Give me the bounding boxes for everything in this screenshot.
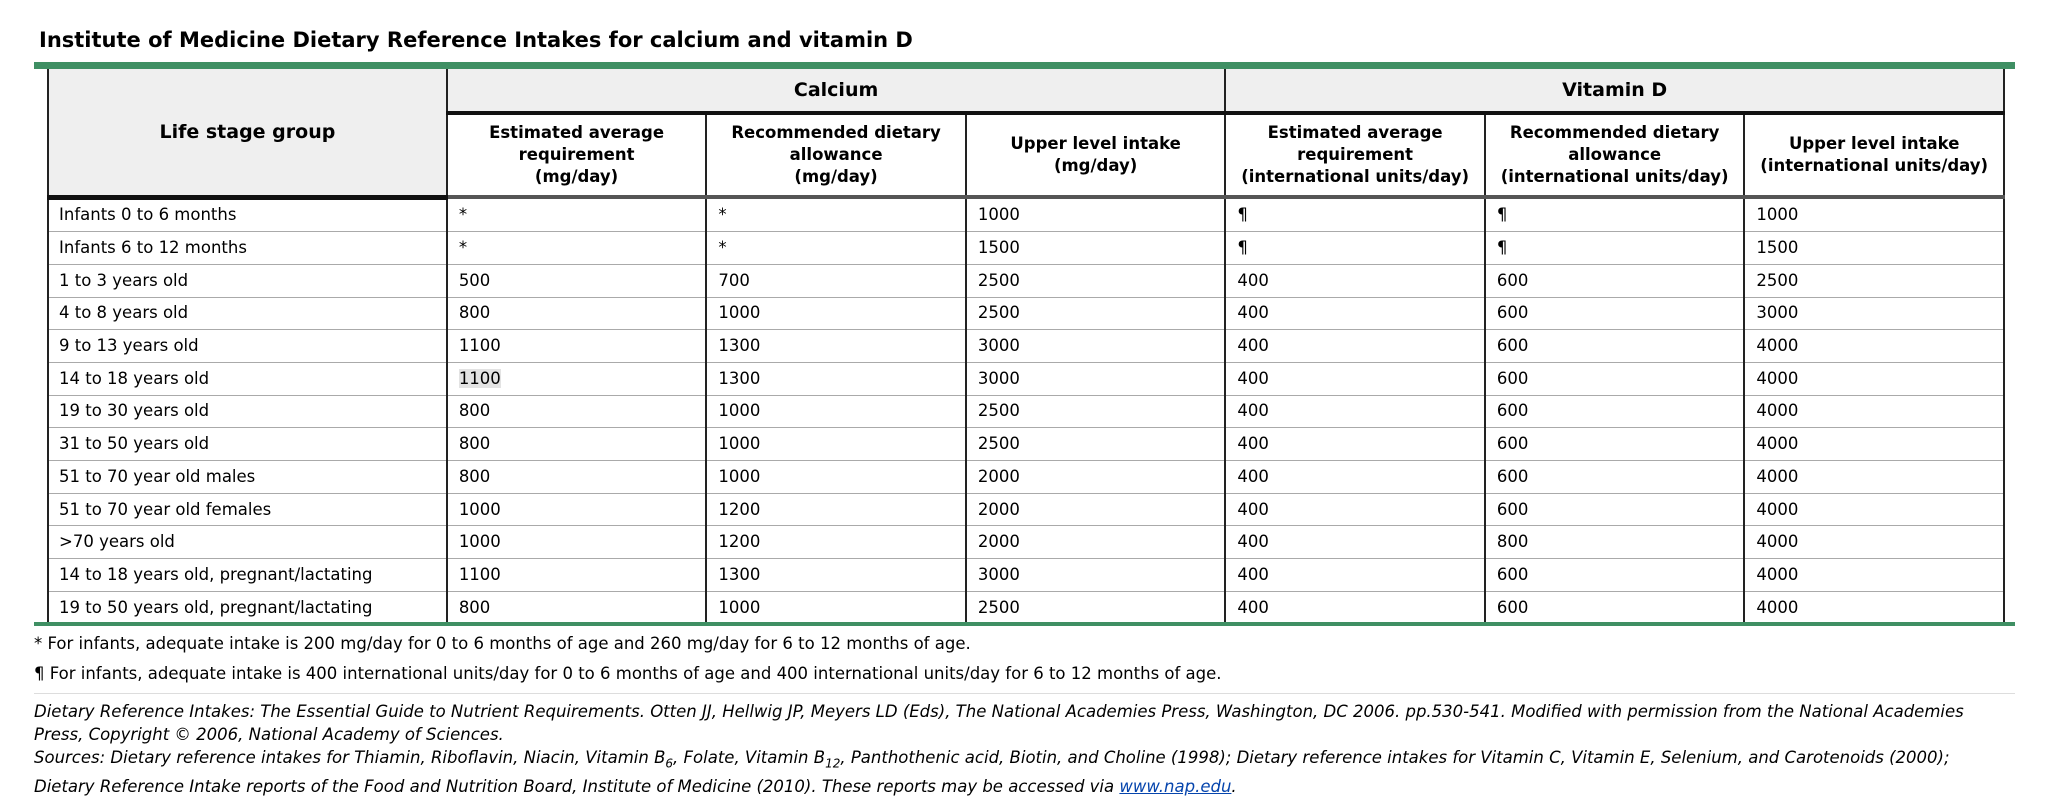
life-stage-cell: 9 to 13 years old <box>48 330 447 363</box>
value-cell: 600 <box>1485 591 1745 624</box>
table-row <box>48 395 2004 428</box>
value-cell: 600 <box>1485 559 1745 592</box>
column-header-line: Estimated average <box>489 123 665 142</box>
page-title: Institute of Medicine Dietary Reference Intakes for calcium and vitamin D <box>39 28 913 52</box>
top-divider <box>34 62 2015 69</box>
value-cell: 1000 <box>706 428 966 461</box>
value-cell: 3000 <box>966 559 1226 592</box>
life-stage-cell: >70 years old <box>48 526 447 559</box>
column-header-line: (international units/day) <box>1760 156 1989 175</box>
value-cell: * <box>447 197 707 232</box>
column-header-3 <box>966 113 1226 197</box>
value-cell: 1300 <box>706 362 966 395</box>
value-cell: 2000 <box>966 461 1226 494</box>
life-stage-cell: 51 to 70 year old females <box>48 493 447 526</box>
column-header-5 <box>1485 113 1745 197</box>
value-cell: * <box>447 232 707 265</box>
vitamin-d-group-header: Vitamin D <box>1225 69 2004 113</box>
value-cell: 800 <box>1485 526 1745 559</box>
citation-reference: Dietary Reference Intakes: The Essential Guide to Nutrient Requirements. Otten JJ, Hellwig JP, Meyers LD (Eds), The National Academies Press, Washington, DC 2006. pp.530-541. Modified with permission from the National Academies Press, Copyright © 2006, National Academy of Sciences. <box>34 702 1964 744</box>
notes-separator <box>34 693 2015 694</box>
life-stage-header: Life stage group <box>48 69 447 197</box>
column-header-line: (mg/day) <box>534 167 619 186</box>
sources-text-2: , Folate, Vitamin B <box>673 748 826 767</box>
value-cell: 800 <box>447 591 707 624</box>
value-cell: 1200 <box>706 526 966 559</box>
value-cell: 4000 <box>1744 362 2004 395</box>
value-cell: 600 <box>1485 428 1745 461</box>
value-cell: 400 <box>1225 461 1485 494</box>
value-cell: 800 <box>447 461 707 494</box>
value-cell: 600 <box>1485 362 1745 395</box>
value-cell: 1000 <box>966 197 1226 232</box>
bottom-divider <box>34 622 2015 626</box>
value-cell: 3000 <box>1744 297 2004 330</box>
value-cell: 400 <box>1225 493 1485 526</box>
life-stage-cell: 14 to 18 years old <box>48 362 447 395</box>
footnote-pilcrow: ¶ For infants, adequate intake is 400 international units/day for 0 to 6 months of age and 400 international units/day for 6 to 12 months of age. <box>34 664 1222 683</box>
life-stage-cell: 31 to 50 years old <box>48 428 447 461</box>
value-cell: 4000 <box>1744 461 2004 494</box>
table-row <box>48 526 2004 559</box>
table-row <box>48 493 2004 526</box>
value-cell: 400 <box>1225 591 1485 624</box>
value-cell: 800 <box>447 428 707 461</box>
value-cell: 1000 <box>706 461 966 494</box>
value-cell: 400 <box>1225 362 1485 395</box>
value-cell: 400 <box>1225 297 1485 330</box>
value-cell: 1100 <box>447 330 707 363</box>
value-cell: 1000 <box>706 395 966 428</box>
life-stage-cell: Infants 0 to 6 months <box>48 197 447 232</box>
life-stage-cell: 1 to 3 years old <box>48 264 447 297</box>
value-cell: 400 <box>1225 526 1485 559</box>
footnote-asterisk: * For infants, adequate intake is 200 mg/day for 0 to 6 months of age and 260 mg/day for 6 to 12 months of age. <box>34 634 971 653</box>
table-row <box>48 461 2004 494</box>
column-header-line: Recommended dietary <box>731 123 941 142</box>
value-cell: 1200 <box>706 493 966 526</box>
value-cell: 700 <box>706 264 966 297</box>
table-row <box>48 232 2004 265</box>
sources-end: . <box>1231 777 1237 797</box>
calcium-group-header: Calcium <box>447 69 1226 113</box>
life-stage-cell: 51 to 70 year old males <box>48 461 447 494</box>
value-cell: ¶ <box>1225 232 1485 265</box>
column-header-line: Recommended dietary <box>1509 123 1720 142</box>
value-cell: 4000 <box>1744 330 2004 363</box>
nap-link[interactable]: www.nap.edu <box>1119 777 1232 797</box>
life-stage-cell: 19 to 30 years old <box>48 395 447 428</box>
column-header-line: Upper level intake <box>1788 134 1960 153</box>
sources-sub-12: 12 <box>825 756 841 771</box>
table-row <box>48 362 2004 395</box>
life-stage-cell: 14 to 18 years old, pregnant/lactating <box>48 559 447 592</box>
life-stage-cell: 4 to 8 years old <box>48 297 447 330</box>
value-cell: 400 <box>1225 395 1485 428</box>
sources-sub-6: 6 <box>665 756 674 771</box>
value-cell: 1300 <box>706 330 966 363</box>
value-cell: 400 <box>1225 264 1485 297</box>
value-cell: * <box>706 232 966 265</box>
value-cell: 2000 <box>966 526 1226 559</box>
value-cell: 1500 <box>1744 232 2004 265</box>
value-cell: 2500 <box>966 395 1226 428</box>
value-cell: 2500 <box>1744 264 2004 297</box>
column-header-line: (mg/day) <box>794 167 878 186</box>
value-cell: 4000 <box>1744 526 2004 559</box>
value-cell: 600 <box>1485 330 1745 363</box>
value-cell: 400 <box>1225 330 1485 363</box>
column-header-line: Estimated average <box>1267 123 1443 142</box>
value-cell: 1000 <box>1744 197 2004 232</box>
value-cell: 1000 <box>706 297 966 330</box>
column-header-2 <box>706 113 966 197</box>
column-header-4 <box>1225 113 1485 197</box>
value-cell: 2500 <box>966 297 1226 330</box>
value-cell: 1500 <box>966 232 1226 265</box>
column-header-1 <box>447 113 707 197</box>
value-cell: 1100 <box>447 559 707 592</box>
value-cell: 4000 <box>1744 428 2004 461</box>
value-cell: 600 <box>1485 297 1745 330</box>
notes-section <box>34 631 2015 798</box>
table-row <box>48 197 2004 232</box>
value-cell: ¶ <box>1225 197 1485 232</box>
column-header-line: allowance <box>1568 145 1662 164</box>
table-row <box>48 330 2004 363</box>
sources-text-1: Sources: Dietary reference intakes for Thiamin, Riboflavin, Niacin, Vitamin B <box>34 748 666 767</box>
value-cell: 1300 <box>706 559 966 592</box>
column-header-line: Upper level intake <box>1010 134 1181 153</box>
value-cell: 2500 <box>966 591 1226 624</box>
value-cell: ¶ <box>1485 232 1745 265</box>
table-row <box>48 264 2004 297</box>
column-header-line: requirement <box>518 145 635 164</box>
column-header-line: requirement <box>1297 145 1414 164</box>
dri-table <box>47 69 2005 624</box>
value-cell: 2500 <box>966 428 1226 461</box>
column-header-line: (international units/day) <box>1500 167 1729 186</box>
table-row <box>48 559 2004 592</box>
table-body <box>48 197 2004 624</box>
value-cell: 600 <box>1485 395 1745 428</box>
value-cell <box>447 362 707 395</box>
value-cell: 600 <box>1485 264 1745 297</box>
value-cell: 3000 <box>966 362 1226 395</box>
table-row <box>48 591 2004 624</box>
highlighted-value: 1100 <box>458 368 501 388</box>
value-cell: 1000 <box>706 591 966 624</box>
value-cell: 500 <box>447 264 707 297</box>
value-cell: 800 <box>447 395 707 428</box>
citation-sources <box>34 746 2015 798</box>
sources-text-3: , Panthothenic acid, Biotin, and Choline (1998); Dietary reference intakes for Vitamin C, Vitamin E, Selenium, and Carotenoids (2000); Dietary Reference Intake reports of the Food and Nutrition Board, Institute of Medicine (2010). These reports may be accessed via <box>34 748 1950 797</box>
value-cell: 400 <box>1225 559 1485 592</box>
table-row <box>48 428 2004 461</box>
value-cell: 3000 <box>966 330 1226 363</box>
column-header-line: allowance <box>789 145 883 164</box>
value-cell: 600 <box>1485 493 1745 526</box>
column-header-6 <box>1744 113 2004 197</box>
value-cell: ¶ <box>1485 197 1745 232</box>
value-cell: 4000 <box>1744 395 2004 428</box>
value-cell: 2000 <box>966 493 1226 526</box>
column-header-line: (international units/day) <box>1241 167 1470 186</box>
value-cell: 4000 <box>1744 493 2004 526</box>
value-cell: * <box>706 197 966 232</box>
table-row <box>48 297 2004 330</box>
column-header-line: (mg/day) <box>1053 156 1138 175</box>
value-cell: 2500 <box>966 264 1226 297</box>
value-cell: 4000 <box>1744 591 2004 624</box>
life-stage-cell: Infants 6 to 12 months <box>48 232 447 265</box>
value-cell: 800 <box>447 297 707 330</box>
value-cell: 400 <box>1225 428 1485 461</box>
value-cell: 1000 <box>447 493 707 526</box>
value-cell: 1000 <box>447 526 707 559</box>
life-stage-cell: 19 to 50 years old, pregnant/lactating <box>48 591 447 624</box>
value-cell: 4000 <box>1744 559 2004 592</box>
value-cell: 600 <box>1485 461 1745 494</box>
